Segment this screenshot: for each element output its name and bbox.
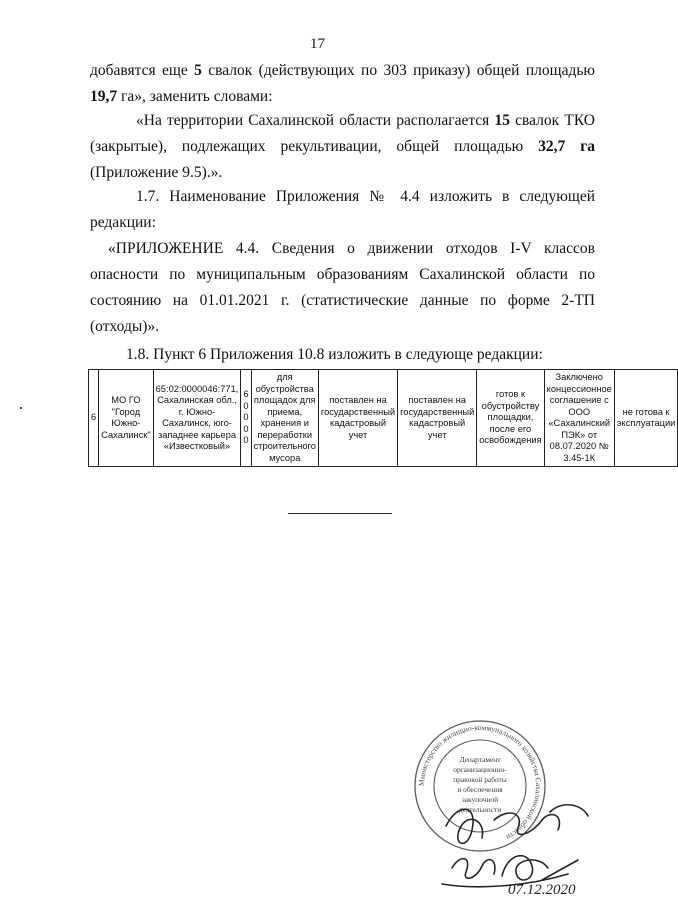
paragraph-replacement-text: «На территории Сахалинской области располагается 15 свалок ТКО (закрытые), подлежащих рекультивации, общей площадью 32,7 га (Приложение 9.5).». bbox=[90, 112, 595, 181]
stamp-center-line: закупочной bbox=[461, 795, 499, 804]
appendix-10-8-table bbox=[88, 369, 678, 467]
stamp-center-line: Департамент bbox=[459, 755, 501, 764]
stamp-center-line: деятельности bbox=[458, 805, 502, 814]
table-cell-area: 60000 bbox=[241, 370, 251, 467]
closing-rule bbox=[288, 513, 392, 514]
table-cell-cadastral-status-1: поставлен на государственный кадастровый учет bbox=[318, 370, 397, 467]
stamp-ring-text: Министерство жилищно-коммунального хозяйства Сахалинской области bbox=[416, 722, 544, 842]
signature-date: 07.12.2020 bbox=[508, 882, 576, 898]
table-row bbox=[89, 370, 678, 467]
table-cell-cadastral-status-2: поставлен на государственный кадастровый учет bbox=[398, 370, 477, 467]
paragraph-item-1-8: 1.8. Пункт 6 Приложения 10.8 изложить в следующе редакции: bbox=[126, 346, 543, 363]
table-cell-number: 6 bbox=[89, 370, 99, 467]
handwritten-signature bbox=[438, 790, 598, 905]
table-cell-readiness: готов к обустройству площадки, после его освобождения bbox=[477, 370, 544, 467]
table-cell-operation-status: не готова к эксплуатации bbox=[614, 370, 678, 467]
table-cell-purpose: для обустройства площадок для приема, хранения и переработки строительного мусора bbox=[251, 370, 318, 467]
stamp-center-line: и обеспечения bbox=[457, 785, 503, 794]
table-cell-concession: Заключено концессионное соглашение с ООО «Сахалинский ПЭК» от 08.07.2020 № 3.45-1К bbox=[544, 370, 614, 467]
table-cell-municipality: МО ГО "Город Южно-Сахалинск" bbox=[99, 370, 153, 467]
stamp-center-line: организационно- bbox=[453, 765, 507, 774]
table-cell-cadastral-address: 65:02:0000046:771, Сахалинская обл., г. Южно-Сахалинск, юго-западнее карьера «Известковый» bbox=[153, 370, 241, 467]
paragraph-removed-text: добавятся еще 5 свалок (действующих по 303 приказу) общей площадью 19,7 га», заменить словами: bbox=[90, 62, 596, 105]
paragraph-appendix-4-4-title: «ПРИЛОЖЕНИЕ 4.4. Сведения о движении отходов I-V классов опасности по муниципальным образованиям Сахалинской области по состоянию на 01.01.2021 г. (статистические данные по форме 2-ТП (отходы)». bbox=[90, 240, 595, 335]
paragraph-item-1-7: 1.7. Наименование Приложения № 4.4 изложить в следующей редакции: bbox=[90, 188, 595, 231]
stamp-center-line: правовой работы bbox=[453, 775, 507, 784]
page-number: 17 bbox=[310, 36, 325, 52]
scan-speck bbox=[20, 407, 22, 409]
